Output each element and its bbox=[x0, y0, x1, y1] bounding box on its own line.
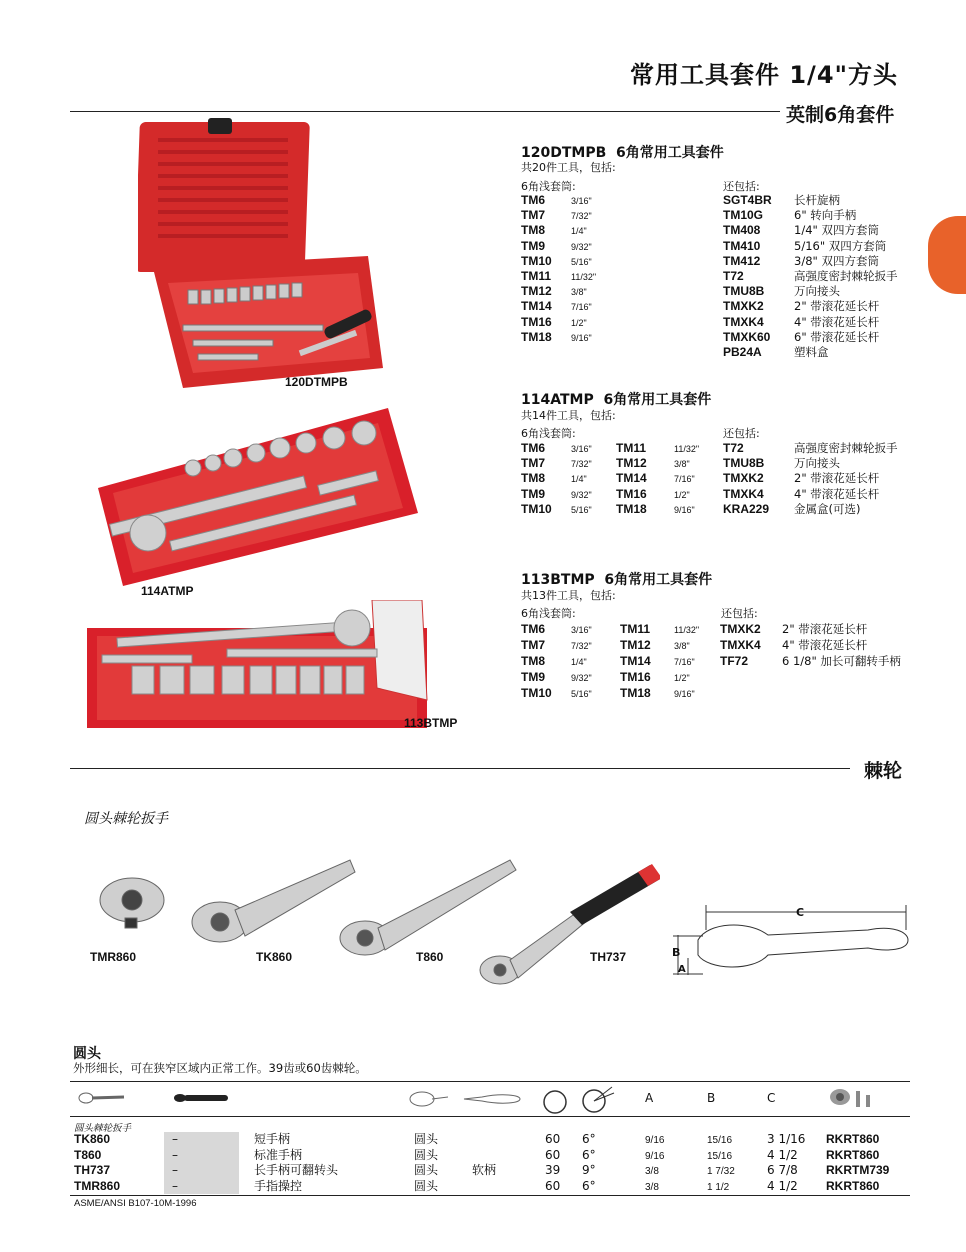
list-item: TM14 7/16" bbox=[616, 471, 695, 486]
row-code: TK860 bbox=[74, 1132, 111, 1146]
row-code: TH737 bbox=[74, 1163, 111, 1177]
angle-icon bbox=[578, 1083, 618, 1115]
list-item: TM12 3/8" bbox=[521, 284, 587, 299]
row-desc: 标准手柄 bbox=[254, 1147, 303, 1162]
kit3-sockets-b bbox=[620, 621, 699, 701]
side-tab[interactable] bbox=[928, 216, 966, 294]
ratchet-divider bbox=[70, 768, 850, 769]
row-desc: 短手柄 bbox=[254, 1132, 291, 1146]
list-item: T72 高强度密封棘轮扳手 bbox=[723, 268, 898, 283]
list-item: TM16 1/2" bbox=[521, 314, 587, 329]
kit3-extras bbox=[720, 621, 901, 669]
list-item: TM7 7/32" bbox=[521, 638, 592, 652]
teeth-icon bbox=[542, 1089, 568, 1115]
kit-title: 114ATMP 6角常用工具套件 bbox=[521, 392, 712, 408]
row-a: 9/16 bbox=[645, 1135, 665, 1146]
list-item: TM12 3/8" bbox=[616, 456, 690, 471]
list-item: TM11 11/32" bbox=[620, 622, 700, 636]
list-item: TM412 3/8" 双四方套筒 bbox=[723, 253, 879, 268]
list-item: TM10G 6" 转向手柄 bbox=[723, 208, 857, 223]
list-item: TM8 1/4" bbox=[521, 654, 587, 668]
kit3-sockets-a bbox=[521, 621, 592, 701]
row-angle: 9° bbox=[582, 1163, 596, 1177]
list-item: TM10 5/16" bbox=[521, 253, 592, 268]
kit2-sockets-b bbox=[616, 441, 699, 517]
list-item: TM18 9/16" bbox=[616, 501, 695, 516]
row-code: TMR860 bbox=[74, 1178, 121, 1193]
table-bottom-rule bbox=[70, 1195, 910, 1196]
sockets-label: 6角浅套筒: bbox=[521, 180, 576, 193]
row-teeth: 60 bbox=[545, 1147, 561, 1162]
list-item: TM16 1/2" bbox=[616, 486, 690, 501]
list-item: TMXK4 4" 带滚花延长杆 bbox=[723, 314, 880, 329]
list-item: PB24A 塑料盒 bbox=[723, 344, 829, 359]
kit-image-label: 113BTMP bbox=[404, 716, 458, 730]
list-item: TM9 9/32" bbox=[521, 238, 592, 253]
row-c: 4 1/2 bbox=[767, 1147, 798, 1162]
sockets-label: 6角浅套筒: bbox=[521, 607, 576, 620]
kit2-sockets-a bbox=[521, 441, 592, 517]
list-item: TMXK4 4" 带滚花延长杆 bbox=[723, 486, 880, 501]
row-a: 9/16 bbox=[645, 1150, 665, 1162]
kit-count: 共20件工具，包括: bbox=[521, 161, 616, 174]
list-item: TM8 1/4" bbox=[521, 223, 587, 238]
list-item: TMXK2 2" 带滚花延长杆 bbox=[723, 471, 880, 486]
ratchet-heading: 圆头棘轮扳手 bbox=[84, 811, 168, 827]
row-teeth: 60 bbox=[545, 1178, 561, 1193]
kit1-extras bbox=[723, 193, 898, 360]
extras-label: 还包括: bbox=[723, 180, 760, 193]
row-head: 圆头 bbox=[414, 1178, 439, 1193]
list-item: TM11 11/32" bbox=[521, 268, 597, 283]
round-head-icon bbox=[408, 1089, 448, 1109]
list-item: TM410 5/16" 双四方套筒 bbox=[723, 238, 887, 253]
list-item: TM10 5/16" bbox=[521, 501, 592, 516]
row-dash: – bbox=[172, 1147, 178, 1162]
list-item: TMXK2 2" 带滚花延长杆 bbox=[720, 622, 868, 636]
row-angle: 6° bbox=[582, 1178, 596, 1193]
list-item: TM8 1/4" bbox=[521, 471, 587, 486]
row-a: 3/8 bbox=[645, 1166, 659, 1177]
row-head: 圆头 bbox=[414, 1147, 439, 1162]
list-item: T72 高强度密封棘轮扳手 bbox=[723, 441, 898, 455]
kit-title: 120DTMPB 6角常用工具套件 bbox=[521, 145, 724, 161]
list-item: TM6 3/16" bbox=[521, 441, 592, 455]
list-item: KRA229 金属盒(可选) bbox=[723, 501, 861, 516]
dim-letter-c: C bbox=[796, 906, 805, 919]
row-angle: 6° bbox=[582, 1147, 596, 1162]
row-dash: – bbox=[172, 1163, 178, 1177]
extras-label: 还包括: bbox=[723, 427, 760, 440]
row-b: 15/16 bbox=[707, 1150, 733, 1162]
table-title: 圆头 bbox=[73, 1046, 101, 1062]
ratchet-label: TH737 bbox=[590, 950, 627, 964]
list-item: TM16 1/2" bbox=[620, 670, 690, 684]
table-description: 外形细长，可在狭窄区域内正常工作。39齿或60齿棘轮。 bbox=[73, 1061, 367, 1075]
list-item: TM9 9/32" bbox=[521, 670, 592, 684]
header-divider bbox=[70, 111, 780, 112]
kit-image-label: 114ATMP bbox=[141, 584, 194, 598]
section-subtitle: 英制6角套件 bbox=[786, 104, 895, 126]
kit-image-label: 120DTMPB bbox=[285, 375, 348, 389]
row-c: 6 7/8 bbox=[767, 1163, 798, 1177]
table-footnote: ASME/ANSI B107-10M-1996 bbox=[74, 1198, 197, 1209]
ratchet-outline-icon bbox=[78, 1090, 126, 1104]
list-item: TM18 9/16" bbox=[521, 329, 592, 344]
row-grip: 软柄 bbox=[472, 1163, 497, 1177]
list-item: TMU8B 万向接头 bbox=[723, 284, 840, 299]
list-item: TMXK60 6" 带滚花延长杆 bbox=[723, 329, 880, 344]
ratchet-label: TK860 bbox=[256, 950, 293, 964]
kit-title: 113BTMP 6角常用工具套件 bbox=[521, 572, 713, 588]
row-b: 15/16 bbox=[707, 1135, 733, 1146]
row-kit: RKRTM739 bbox=[826, 1163, 890, 1177]
row-teeth: 60 bbox=[545, 1132, 561, 1146]
list-item: TM11 11/32" bbox=[616, 441, 700, 455]
ratchet-section-title: 棘轮 bbox=[864, 760, 903, 782]
kit-count: 共14件工具，包括: bbox=[521, 409, 616, 422]
row-kit: RKRT860 bbox=[826, 1178, 880, 1193]
row-dash: – bbox=[172, 1178, 178, 1193]
row-dash: – bbox=[172, 1132, 178, 1146]
col-header-a: A bbox=[645, 1091, 654, 1105]
row-desc: 手指操控 bbox=[254, 1178, 303, 1193]
list-item: TM9 9/32" bbox=[521, 486, 592, 501]
kit-image-114atmp bbox=[88, 408, 418, 586]
list-item: TMXK4 4" 带滚花延长杆 bbox=[720, 638, 868, 652]
ratchet-label: T860 bbox=[416, 950, 444, 964]
list-item: TM6 3/16" bbox=[521, 193, 592, 207]
list-item: TM7 7/32" bbox=[521, 456, 592, 471]
col-header-b: B bbox=[707, 1091, 716, 1105]
list-item: TM10 5/16" bbox=[521, 686, 592, 700]
row-kit: RKRT860 bbox=[826, 1132, 880, 1146]
row-a: 3/8 bbox=[645, 1181, 659, 1193]
row-head: 圆头 bbox=[414, 1163, 439, 1177]
kit-image-113btmp bbox=[82, 600, 437, 735]
list-item: TMXK2 2" 带滚花延长杆 bbox=[723, 299, 880, 314]
list-item: TM14 7/16" bbox=[521, 299, 592, 314]
table-group-label: 圆头棘轮扳手 bbox=[74, 1123, 132, 1134]
kit1-sockets bbox=[521, 193, 596, 345]
ratchet-label: TMR860 bbox=[90, 950, 137, 964]
ratchet-images bbox=[90, 850, 660, 995]
dim-letter-a: A bbox=[678, 964, 686, 975]
kit-image-120dtmpb bbox=[138, 118, 383, 388]
list-item: TM6 3/16" bbox=[521, 622, 592, 636]
list-item: TM14 7/16" bbox=[620, 654, 695, 668]
list-item: TM18 9/16" bbox=[620, 686, 695, 700]
list-item: TM7 7/32" bbox=[521, 208, 592, 223]
row-c: 3 1/16 bbox=[767, 1132, 806, 1146]
list-item: TMU8B 万向接头 bbox=[723, 456, 840, 471]
sockets-label: 6角浅套筒: bbox=[521, 427, 576, 440]
dimension-diagram bbox=[668, 900, 913, 985]
row-angle: 6° bbox=[582, 1132, 596, 1146]
page-title: 常用工具套件 1/4"方头 bbox=[630, 61, 899, 89]
ratchet-black-icon bbox=[172, 1090, 230, 1104]
row-c: 4 1/2 bbox=[767, 1178, 798, 1193]
row-b: 1 7/32 bbox=[707, 1166, 735, 1177]
table-top-rule bbox=[70, 1081, 910, 1082]
row-kit: RKRT860 bbox=[826, 1147, 880, 1162]
row-teeth: 39 bbox=[545, 1163, 561, 1177]
list-item: SGT4BR 长杆旋柄 bbox=[723, 193, 840, 207]
list-item: TM408 1/4" 双四方套筒 bbox=[723, 223, 879, 238]
dim-letter-b: B bbox=[672, 946, 681, 959]
row-b: 1 1/2 bbox=[707, 1181, 730, 1193]
col-header-c: C bbox=[767, 1091, 776, 1105]
row-code: T860 bbox=[74, 1147, 102, 1162]
extras-label: 还包括: bbox=[721, 607, 758, 620]
table-header-rule bbox=[70, 1116, 910, 1117]
list-item: TF72 6 1/8" 加长可翻转手柄 bbox=[720, 654, 901, 668]
row-head: 圆头 bbox=[414, 1132, 439, 1146]
kit-count: 共13件工具，包括: bbox=[521, 589, 616, 602]
list-item: TM12 3/8" bbox=[620, 638, 690, 652]
row-desc: 长手柄可翻转头 bbox=[254, 1163, 339, 1177]
repair-kit-icon bbox=[826, 1085, 878, 1113]
kit2-extras bbox=[723, 441, 898, 517]
handle-icon bbox=[462, 1089, 522, 1109]
